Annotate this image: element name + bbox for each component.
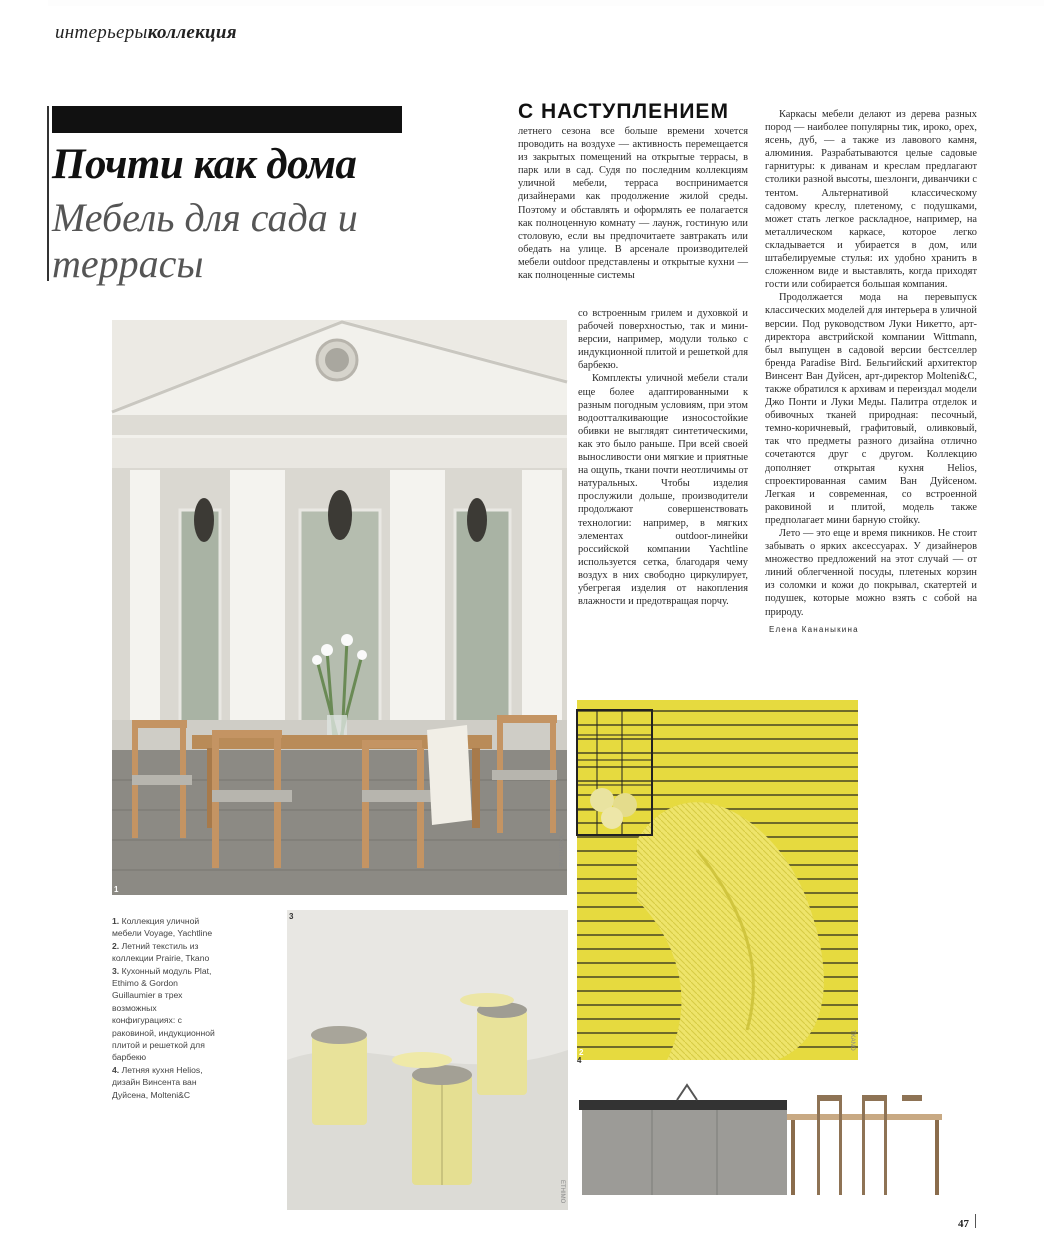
- author-signature: Елена Кананыкина: [769, 624, 859, 634]
- lead-heading: С НАСТУПЛЕНИЕМ: [518, 100, 729, 123]
- caption-item: 4. Летняя кухня Helios, дизайн Винсента ван Дуйсена, Molteni&C: [112, 1064, 203, 1100]
- image-number: 4: [577, 1056, 582, 1065]
- paragraph: Комплекты уличной мебели стали еще более адаптированными к разным погодным условиям, при этом водоотталкивающие износостойкие обивки не выглядят синтетическими, как это было раньше. При всей своей выносливости они мягкие и приятные на ощупь, ткани почти неотличимы от натуральных. Чтобы изделия прослужили дольше, производители продолжают совершенствовать технологии: например, в мягких элементах outdoor-линейки российской компании Yachtline используется сетка, благодаря чему воздух в них свободно циркулирует, убегрегая изделия от накопления влажности и предотвращая порчу.: [578, 373, 748, 608]
- top-edge: [48, 0, 1044, 6]
- paragraph: летнего сезона все больше времени хочется проводить на воздухе — активность перемещается из закрытых помещений на открытые террасы, в парк или в сад. Судя по последним коллекциям уличной мебели, терраса воспринимается дизайнерами как продолжение жилой среды. Поэтому и обставлять и оформлять ее полагается как полноценную комнату — лаунж, гостиную или столовую, если вы предпочитаете завтракать или обедать на улице. В арсенале производителей мебели outdoor представлены и открытые кухни — как полноценные системы: [518, 126, 748, 282]
- image-number: 3: [289, 912, 294, 921]
- article-title: Почти как дома: [52, 141, 357, 188]
- image-captions: [112, 915, 222, 1101]
- paragraph: со встроенным грилем и духовкой и рабочей поверхностью, так и мини-версии, например, модули только с индукционной плитой и решеткой для барбекю.: [578, 308, 748, 372]
- image-credit: ETHIMO: [559, 1180, 565, 1204]
- image-number: 1: [114, 885, 119, 894]
- text-column-1a: [518, 125, 748, 282]
- photo-terrace: [112, 320, 567, 895]
- text-column-2: [765, 108, 977, 636]
- paragraph: Каркасы мебели делают из дерева разных пород — наиболее популярны тик, ироко, орех, ясень, дуб, — а также из лавового камня, алюминия. Разрабатываются целые садовые гарнитуры: к диванам и креслам предлагают столики разной высоты, шезлонги, диванчики с тентом. Альтернативой классическому садовому креслу, плетеному, с подушками, может стать легкое раскладное, например, на металлическом каркасе, которое легко складывается и убирается в дом, или штабелируемые стулья: их удобно хранить в сложенном виде и выставлять, когда приходят гости или собирается большая компания.: [765, 109, 977, 291]
- paragraph: Лето — это еще и время пикников. Не стоит забывать о ярких аксессуарах. У дизайнеров множество предложений на этот случай — от линий облегченной посуды, плетеных корзин из соломки и кожи до покрывал, скатертей и подушек, которые можно взять с собой на природу.: [765, 528, 977, 618]
- title-rule: [47, 106, 49, 281]
- photo-helios-kitchen: [577, 1056, 947, 1200]
- photo-kitchen-modules: [287, 910, 568, 1210]
- caption-item: 3. Кухонный модуль Plat, Ethimo & Gordon Guillaumier в трех возможных конфигурациях: с раковиной, индукционной плитой и решеткой для барбекю: [112, 965, 215, 1063]
- page-number: 47: [958, 1218, 969, 1230]
- caption-item: 2. Летний текстиль из коллекции Prairie, Tkano: [112, 940, 210, 964]
- section-label: интерьеры: [55, 22, 148, 43]
- section-header: [55, 22, 237, 44]
- image-credit: YACHTLINE: [557, 835, 563, 869]
- title-bar: [52, 106, 402, 133]
- image-credit: TKANO: [849, 1030, 855, 1051]
- article-subtitle: Мебель для сада и террасы: [52, 195, 358, 286]
- section-label-bold: коллекция: [147, 22, 237, 43]
- paragraph: Продолжается мода на перевыпуск классических моделей для интерьера в уличной версии. Под руководством Луки Никетто, арт-директора австрийской компании Wittmann, был выпущен в садовой версии бестселлер бренда Paradise Bird. Бельгийский архитектор Винсент Ван Дуйсен, арт-директор Molteni&C, также обратился к архивам и переиздал модели Джо Понти и Луки Меды. Палитра отделок и обивочных тканей природная: песочный, темно-коричневый, графитовый, оливковый, так что предметы разного дизайна отлично сочетаются друг с другом. Коллекцию дополняет открытая кухня Helios, спроектированная самим Ван Дуйсеном. Легкая и современная, со встроенной раковиной и плитой, модель также предполагает мини барную стойку.: [765, 292, 977, 526]
- photo-textile: [577, 700, 858, 1060]
- page-number-rule: [975, 1214, 976, 1228]
- caption-item: 1. Коллекция уличной мебели Voyage, Yachtline: [112, 916, 213, 939]
- text-column-1b: [578, 307, 748, 608]
- image-number: 2: [579, 1048, 584, 1057]
